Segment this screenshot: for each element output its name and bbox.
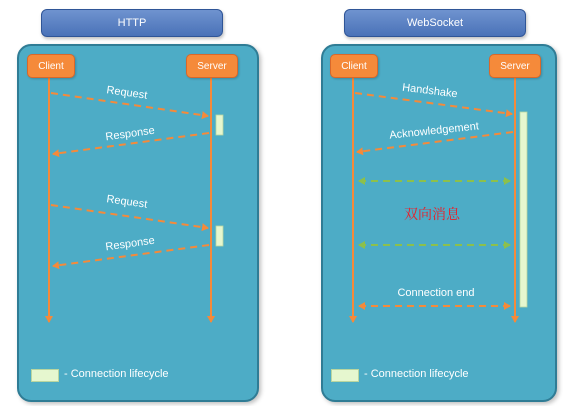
ws-legend-text: - Connection lifecycle [364, 368, 469, 380]
ws-acknowledgement-label: Acknowledgement [388, 120, 480, 142]
ws-bidirectional-label: 双向消息 [404, 206, 460, 222]
http-response-label-1: Response [104, 124, 156, 144]
http-request-label-1: Request [105, 84, 148, 102]
ws-handshake-label: Handshake [401, 81, 459, 101]
http-request-label-2: Request [105, 193, 148, 211]
ws-legend-swatch [331, 369, 359, 382]
ws-client-box: Client [330, 54, 378, 78]
http-request-arrow-2 [51, 205, 208, 228]
http-legend-swatch [31, 369, 59, 382]
http-lifecycle-box-1 [216, 115, 223, 135]
http-server-box: Server [186, 54, 238, 78]
http-response-label-2: Response [104, 234, 156, 254]
ws-lifecycle-bar [520, 112, 527, 307]
http-title: HTTP [41, 9, 223, 37]
ws-server-box: Server [489, 54, 541, 78]
ws-connection-end-label: Connection end [397, 287, 475, 299]
http-lifecycle-box-2 [216, 226, 223, 246]
http-client-box: Client [27, 54, 75, 78]
http-legend-text: - Connection lifecycle [64, 368, 169, 380]
websocket-title: WebSocket [344, 9, 526, 37]
